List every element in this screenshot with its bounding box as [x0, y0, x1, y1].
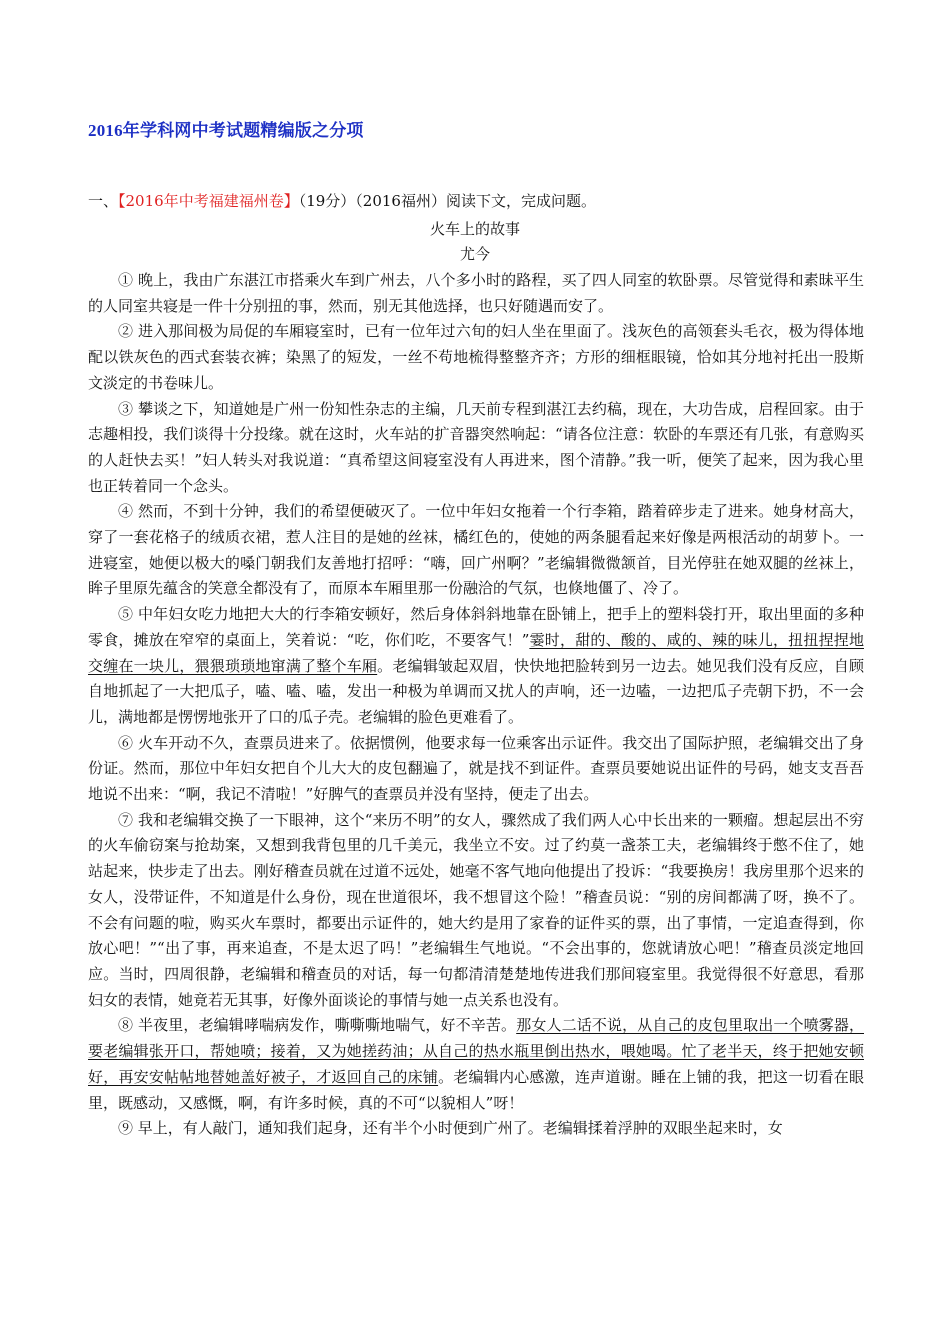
paragraph-text: ① 晚上，我由广东湛江市搭乘火车到广州去，八个多小时的路程，买了四人同室的软卧票。尽管觉得和素昧平生的人同室共寝是一件十分别扭的事，然而，别无其他选择，也只好随遇而安了。	[88, 271, 864, 315]
article-paragraph	[88, 1013, 864, 1116]
article-paragraph	[88, 397, 864, 500]
question-header	[88, 190, 596, 212]
paragraph-text: ② 进入那间极为局促的车厢寝室时，已有一位年过六旬的妇人坐在里面了。浅灰色的高领套头毛衣，极为得体地配以铁灰色的西式套装衣裤；染黑了的短发，一丝不苟地梳得整整齐齐；方形的细框眼镜，恰如其分地衬托出一股斯文淡定的书卷味儿。	[88, 322, 864, 392]
question-origin: （2016福州）	[355, 192, 446, 210]
paragraph-text: ④ 然而，不到十分钟，我们的希望便破灭了。一位中年妇女拖着一个行李箱，踏着碎步走了进来。她身材高大，穿了一套花格子的绒质衣裙，惹人注目的是她的丝袜，橘红色的，使她的两条腿看起来好像是两根活动的胡萝卜。一进寝室，她便以极大的嗓门朝我们友善地打招呼：“嗨，回广州啊？”老编辑微微颔首，目光停驻在她双腿的丝袜上，眸子里原先蕴含的笑意全都没有了，而原本车厢里那一份融洽的气氛，也倏地僵了、冷了。	[88, 502, 864, 598]
underlined-sentence: 霎时，甜的、酸的、咸的、辣的味儿，扭扭捏捏地交缠在一块儿，猥猥琐琐地窜满了整个车厢	[88, 630, 864, 675]
article-paragraph	[88, 319, 864, 396]
question-source: 【2016年中考福建福州卷】	[118, 192, 299, 210]
article-body	[88, 268, 864, 1142]
article-paragraph	[88, 602, 864, 731]
paragraph-text: ⑤ 中年妇女吃力地把大大的行李箱安顿好，然后身体斜斜地靠在卧铺上，把手上的塑料袋打开，取出里面的多种零食，摊放在窄窄的桌面上，笑着说：“吃，你们吃，不要客气！”	[88, 605, 864, 649]
article-paragraph	[88, 808, 864, 1014]
document-title: 2016年学科网中考试题精编版之分项	[88, 121, 364, 140]
paragraph-text: ⑨ 早上，有人敲门，通知我们起身，还有半个小时便到广州了。老编辑揉着浮肿的双眼坐起来时，女	[118, 1119, 783, 1138]
article-title: 火车上的故事	[429, 220, 520, 238]
paragraph-text: 。老编辑内心感激，连声道谢。睡在上铺的我，把这一切看在眼里，既感动，又感慨，啊，有许多时候，真的不可“以貌相人”呀！	[88, 1067, 864, 1112]
article-author: 尤今	[459, 245, 490, 263]
question-instruction: 阅读下文，完成问题。	[445, 192, 596, 210]
paragraph-text: 。老编辑皱起双眉，快快地把脸转到另一边去。她见我们没有反应，自顾自地抓起了一大把瓜子，嗑、嗑、嗑，发出一种极为单调而又扰人的声响，还一边嗑，一边把瓜子壳朝下扔，不一会儿，满地都是愣愣地张开了口的瓜子壳。老编辑的脸色更难看了。	[88, 656, 864, 726]
article-paragraph	[88, 268, 864, 319]
article-paragraph	[88, 1116, 864, 1142]
underlined-sentence: 那女人二话不说，从自己的皮包里取出一个喷雾器，要老编辑张开口，帮她喷；接着，又为她搓药油；从自己的热水瓶里倒出热水，喂她喝。忙了老半天，终于把她安顿好，再安安帖帖地替她盖好被子，才返回自己的床铺	[88, 1016, 864, 1086]
paragraph-text: ⑦ 我和老编辑交换了一下眼神，这个“来历不明”的女人，骤然成了我们两人心中长出来的一颗瘤。想起层出不穷的火车偷窃案与抢劫案，又想到我背包里的几千美元，我坐立不安。过了约莫一盏茶工夫，老编辑终于憋不住了，她站起来，快步走了出去。刚好稽查员就在过道不远处，她毫不客气地向他提出了投诉：“我要换房！我房里那个迟来的女人，没带证件，不知道是什么身份，现在世道很坏，我不想冒这个险！”稽查员说：“别的房间都满了呀，换不了。不会有问题的啦，购买火车票时，都要出示证件的，她大约是用了家眷的证件买的票，出了事情，一定追查得到，你放心吧！”“出了事，再来追查，不是太迟了吗！”老编辑生气地说。“不会出事的，您就请放心吧！”稽查员淡定地回应。当时，四周很静，老编辑和稽查员的对话，每一句都清清楚楚地传进我们那间寝室里。我觉得很不好意思，看那妇女的表情，她竟若无其事，好像外面谈论的事情与她一点关系也没有。	[88, 810, 864, 1009]
paragraph-text: ③ 攀谈之下，知道她是广州一份知性杂志的主编，几天前专程到湛江去约稿，现在，大功告成，启程回家。由于志趣相投，我们谈得十分投缘。就在这时，火车站的扩音器突然响起：“请各位注意：软卧的车票还有几张，有意购买的人赶快去买！”妇人转头对我说道：“真希望这间寝室没有人再进来，图个清静。”我一听，便笑了起来，因为我心里也正转着同一个念头。	[88, 399, 864, 495]
question-number: 一、	[88, 192, 119, 210]
question-score: （19分）	[298, 192, 356, 210]
paragraph-text: ⑥ 火车开动不久，查票员进来了。依据惯例，他要求每一位乘客出示证件。我交出了国际护照，老编辑交出了身份证。然而，那位中年妇女把自个儿大大的皮包翻遍了，就是找不到证件。查票员要她说出证件的号码，她支支吾吾地说不出来：“啊，我记不清啦！”好脾气的查票员并没有坚持，便走了出去。	[88, 733, 864, 804]
article-paragraph	[88, 499, 864, 602]
article-paragraph	[88, 731, 864, 808]
paragraph-text: ⑧ 半夜里，老编辑哮喘病发作，嘶嘶嘶地喘气，好不辛苦。	[118, 1016, 517, 1035]
